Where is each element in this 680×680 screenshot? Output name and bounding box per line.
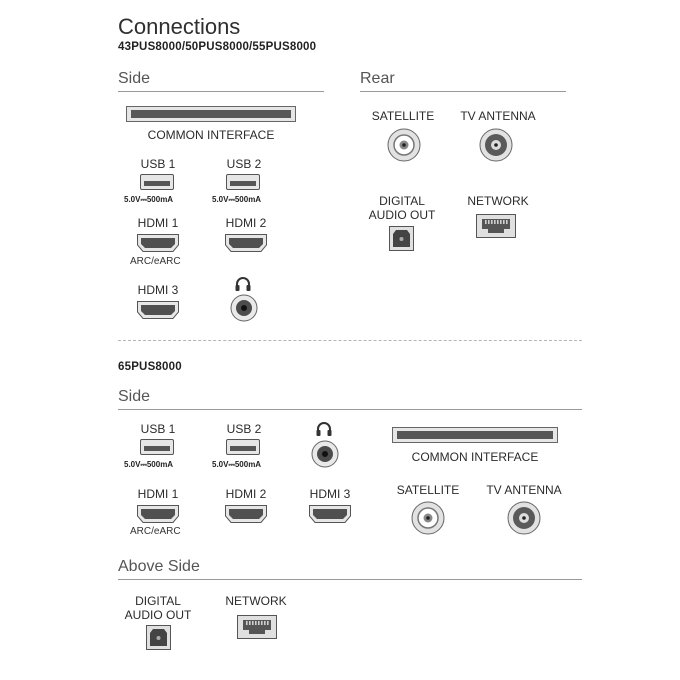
optical-port-icon xyxy=(146,625,171,650)
hdmi-port-icon xyxy=(137,301,179,319)
hdmi2-label: HDMI 2 xyxy=(225,487,267,501)
audio-jack-icon xyxy=(311,440,339,468)
hdmi-port-icon xyxy=(225,234,267,252)
usb2-spec: 5.0V⎓500mA xyxy=(212,195,262,204)
section-separator xyxy=(118,340,582,341)
hdmi1-arc-label: ARC/eARC xyxy=(130,526,181,537)
hdmi1-arc-label: ARC/eARC xyxy=(130,256,181,267)
section-heading-rear: Rear xyxy=(360,70,395,87)
section-heading-side-65: Side xyxy=(118,388,151,405)
satellite-label: SATELLITE xyxy=(371,109,435,123)
usb2-label: USB 2 xyxy=(226,422,262,436)
audio-jack-icon xyxy=(230,294,258,322)
coax-port-icon xyxy=(507,501,541,535)
page-title: Connections xyxy=(118,14,241,39)
headphone-icon xyxy=(315,421,333,437)
model-list-top: 43PUS8000/50PUS8000/55PUS8000 xyxy=(118,41,317,53)
usb1-label: USB 1 xyxy=(140,422,176,436)
usb2-label: USB 2 xyxy=(226,157,262,171)
satellite-label: SATELLITE xyxy=(396,483,460,497)
section-heading-side: Side xyxy=(118,70,151,87)
hdmi-port-icon xyxy=(309,505,351,523)
digital-audio-out-label xyxy=(116,594,200,622)
digital-audio-label-line1: DIGITAL xyxy=(379,194,425,208)
hdmi3-label: HDMI 3 xyxy=(309,487,351,501)
common-interface-label: COMMON INTERFACE xyxy=(411,450,539,464)
divider xyxy=(118,409,582,410)
network-label: NETWORK xyxy=(467,194,529,208)
coax-port-icon xyxy=(387,128,421,162)
usb-port-icon xyxy=(140,174,174,190)
ethernet-port-icon xyxy=(237,615,277,639)
tv-antenna-label: TV ANTENNA xyxy=(460,109,536,123)
divider xyxy=(118,579,582,580)
model-list-bottom: 65PUS8000 xyxy=(118,361,182,373)
hdmi3-label: HDMI 3 xyxy=(137,283,179,297)
digital-audio-label-line2: AUDIO OUT xyxy=(124,608,192,622)
coax-port-icon xyxy=(479,128,513,162)
tv-antenna-label: TV ANTENNA xyxy=(486,483,562,497)
divider xyxy=(118,91,324,92)
optical-port-icon xyxy=(389,226,414,251)
divider xyxy=(360,91,566,92)
digital-audio-label-line1: DIGITAL xyxy=(135,594,181,608)
section-heading-above-side: Above Side xyxy=(118,558,200,575)
hdmi1-label: HDMI 1 xyxy=(137,216,179,230)
hdmi1-label: HDMI 1 xyxy=(137,487,179,501)
hdmi2-label: HDMI 2 xyxy=(225,216,267,230)
ethernet-port-icon xyxy=(476,214,516,238)
hdmi-port-icon xyxy=(225,505,267,523)
usb-port-icon xyxy=(140,439,174,455)
ci-slot-icon xyxy=(126,106,296,122)
common-interface-label: COMMON INTERFACE xyxy=(147,128,275,142)
digital-audio-label-line2: AUDIO OUT xyxy=(368,208,436,222)
headphone-icon xyxy=(234,276,252,292)
hdmi-port-icon xyxy=(137,234,179,252)
usb1-spec: 5.0V⎓500mA xyxy=(124,460,174,469)
hdmi-port-icon xyxy=(137,505,179,523)
usb1-spec: 5.0V⎓500mA xyxy=(124,195,174,204)
usb-port-icon xyxy=(226,439,260,455)
usb-port-icon xyxy=(226,174,260,190)
network-label: NETWORK xyxy=(225,594,287,608)
digital-audio-out-label xyxy=(360,194,444,222)
ci-slot-icon xyxy=(392,427,558,443)
usb2-spec: 5.0V⎓500mA xyxy=(212,460,262,469)
coax-port-icon xyxy=(411,501,445,535)
usb1-label: USB 1 xyxy=(140,157,176,171)
